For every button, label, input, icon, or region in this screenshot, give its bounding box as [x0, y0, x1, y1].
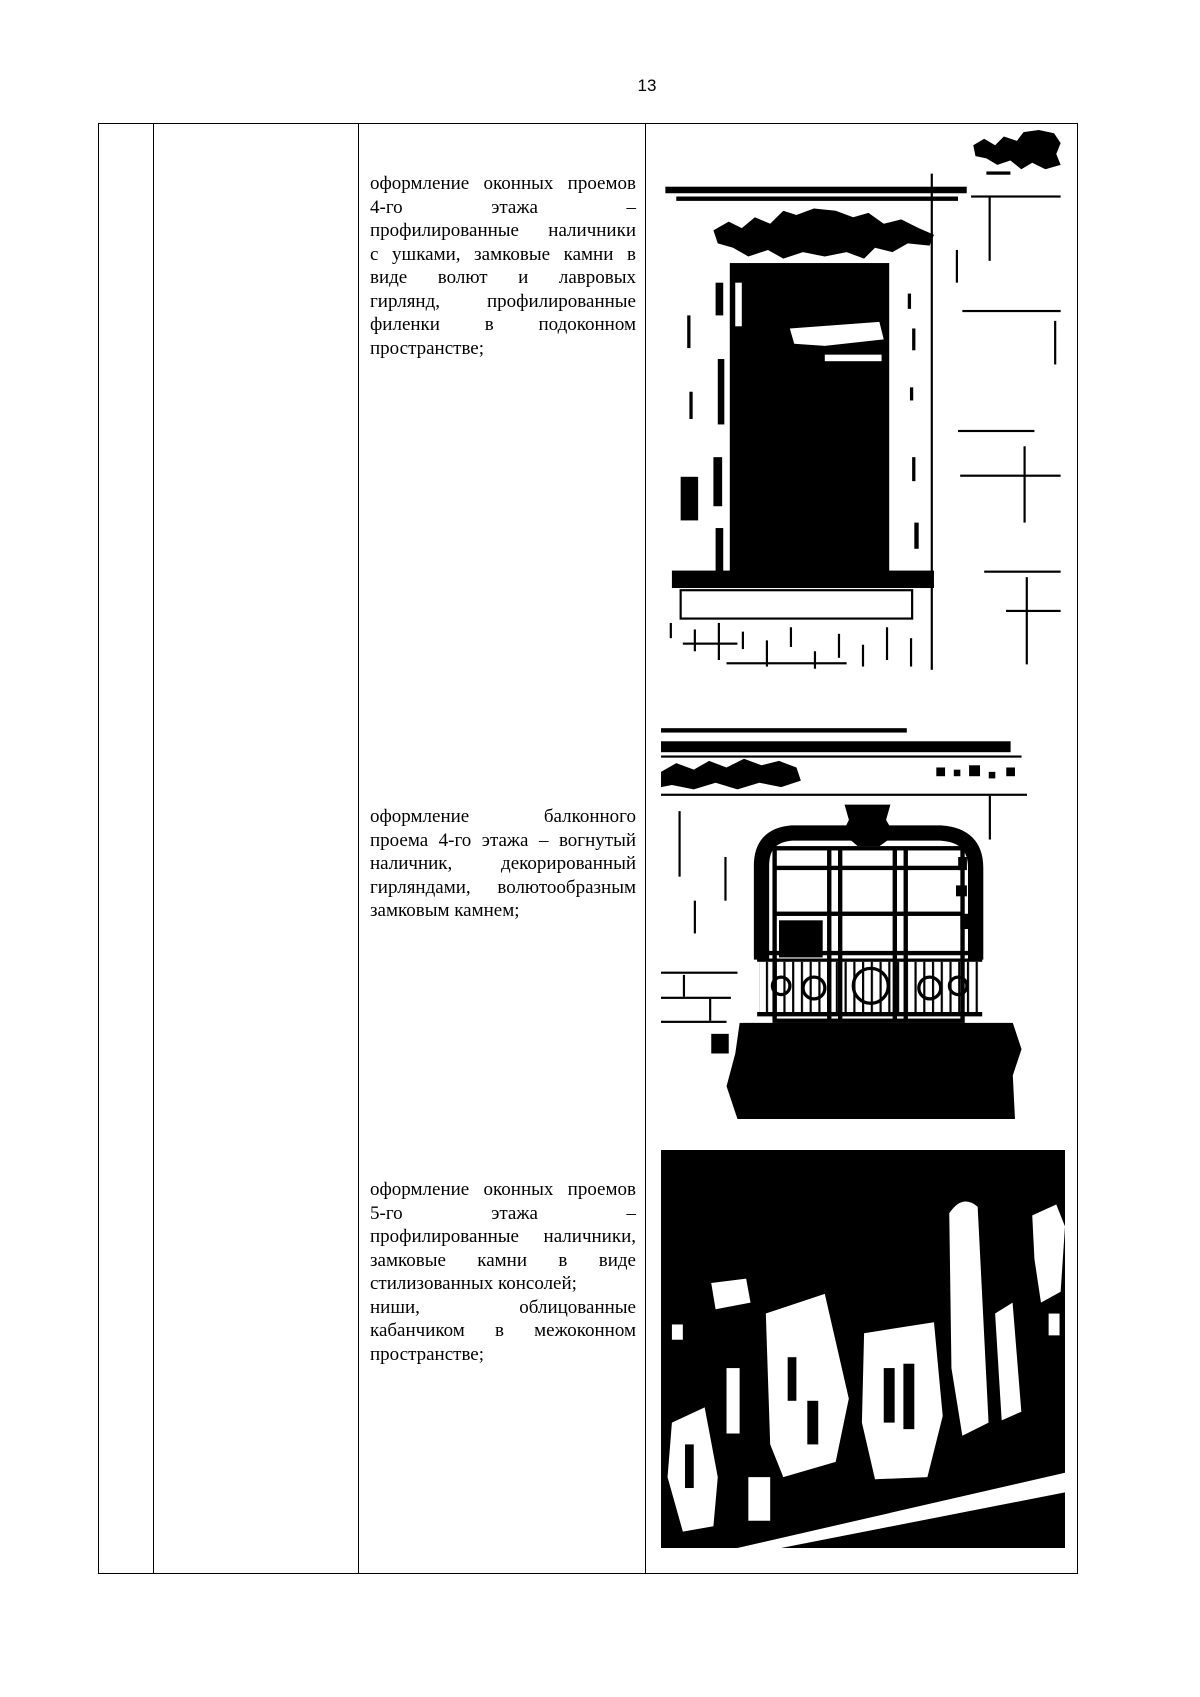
table-cell-object	[154, 124, 359, 1573]
window-4th-floor-photo	[661, 130, 1065, 672]
description-4th-floor-windows	[370, 172, 636, 360]
page-number: 13	[637, 76, 657, 95]
description-5th-floor-windows	[370, 1178, 636, 1366]
table-cell-number	[99, 124, 154, 1573]
balcony-4th-floor-photo	[661, 726, 1027, 1119]
table-cell-photos	[646, 124, 1077, 1573]
description-line: 4-го этажа –	[370, 196, 636, 218]
description-line: виде волют и лавровых	[370, 267, 636, 288]
description-4th-floor-balcony	[370, 805, 636, 923]
description-line: оформление оконных проемов	[370, 1179, 636, 1200]
windows-5th-floor-photo	[661, 1150, 1065, 1548]
photo-shapes	[665, 130, 1060, 670]
description-line: замковым камнем;	[370, 900, 520, 921]
description-line: кабанчиком в межоконном	[370, 1320, 636, 1341]
description-line: гирлянд, профилированные	[370, 290, 636, 312]
description-line: профилированные наличники	[370, 220, 636, 241]
description-line: проема 4-го этажа – вогнутый	[370, 829, 636, 851]
description-line: пространстве;	[370, 337, 485, 359]
table-cell-descriptions	[359, 124, 646, 1573]
description-line: профилированные наличники,	[370, 1226, 636, 1247]
description-line: стилизованных консолей;	[370, 1273, 577, 1294]
description-line: с ушками, замковые камни в	[370, 243, 636, 265]
description-line: пространстве;	[370, 1343, 485, 1365]
description-line: оформление оконных проемов	[370, 173, 636, 194]
description-line: замковые камни в виде	[370, 1249, 636, 1271]
description-line: филенки в подоконном	[370, 314, 636, 335]
facade-elements-table	[98, 123, 1078, 1574]
description-line: оформление балконного	[370, 806, 636, 827]
description-line: ниши, облицованные	[370, 1296, 636, 1318]
photo-shapes	[661, 728, 1027, 1119]
description-line: гирляндами, волютообразным	[370, 876, 636, 898]
description-line: 5-го этажа –	[370, 1202, 636, 1224]
description-line: наличник, декорированный	[370, 853, 636, 874]
